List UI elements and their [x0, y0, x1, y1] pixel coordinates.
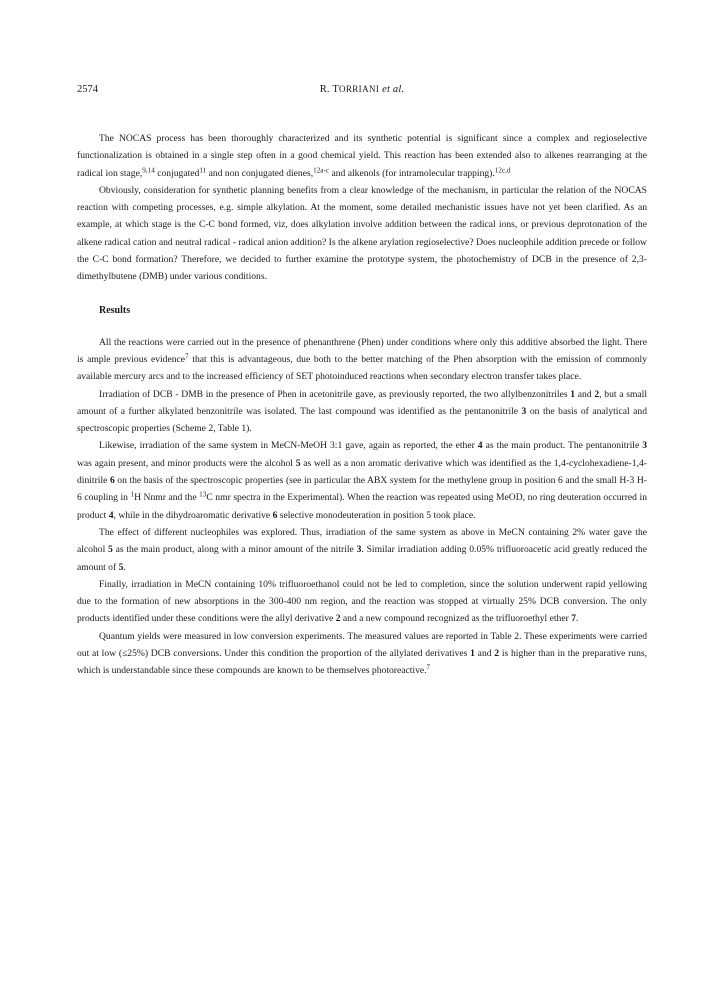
text-run: and	[575, 388, 595, 400]
paragraph	[77, 628, 647, 680]
text-run: .	[123, 561, 126, 573]
text-run: and a new compound recognized as the trifluoroethyl ether	[340, 613, 572, 625]
paragraph	[77, 437, 647, 523]
text-run: selective monodeuteration in position 5 took place.	[277, 509, 476, 521]
text-run: C nmr spectra in the Experimental). When the reaction was repeated using MeOD, no ring deuteration occurred in product	[77, 492, 647, 521]
text-run: . Similar irradiation adding 0.05% trifluoroacetic acid greatly reduced the amount of	[77, 544, 647, 573]
compound-number: 5	[108, 544, 113, 556]
compound-number: 4	[477, 440, 483, 452]
compound-number: 7	[571, 613, 576, 625]
paragraph	[77, 386, 647, 438]
text-run: conjugated	[154, 167, 200, 179]
superscript: 7	[426, 663, 431, 672]
superscript: 9,14	[142, 166, 155, 175]
running-header	[77, 84, 647, 100]
text-run: that this is advantageous, due both to the better matching of the Phen absorption with the emission of commonly available mercury arcs and to the increased efficiency of SET photoinduced reactions when secondary electron transfer takes place.	[77, 353, 647, 383]
text-run: on the basis of analytical and spectroscopic properties (Scheme 2, Table 1).	[77, 405, 647, 435]
running-title	[77, 84, 647, 95]
compound-number: 6	[272, 509, 278, 521]
section-heading-results: Results	[99, 304, 131, 316]
authors-smallcaps: ORRIANI	[338, 84, 380, 94]
compound-number: 6	[109, 475, 115, 487]
compound-number: 3	[521, 405, 527, 417]
text-run: is higher than in the preparative runs, which is understandable since these compounds are known to be themselves photoreactive.	[77, 648, 648, 677]
paragraph	[77, 576, 647, 628]
text-run: .	[575, 613, 579, 625]
text-run: Finally, irradiation in MeCN containing 10% trifluoroethanol could not be led to completion, since the solution underwent rapid yellowing due to the formation of new absorptions in the 300-400 nm region, and the reaction was stopped at virtually 25% DCB conversion. The only products identified under these conditions were the allyl derivative	[77, 578, 647, 625]
text-run: as well as a non aromatic derivative which was identified as the 1,4-cyclohexadiene-1,4-dinitrile	[77, 457, 647, 487]
results-section	[77, 334, 647, 680]
compound-number: 5	[118, 561, 124, 573]
compound-number: 5	[295, 457, 301, 469]
text-run: as the main product. The pentanonitrile	[482, 440, 643, 452]
text-run: , but a small amount of a further alkylated benzonitrile was isolated. The last compound was identified as the pentanonitrile	[77, 388, 647, 417]
superscript: 7	[185, 352, 189, 361]
text-run: Likewise, irradiation of the same system in MeCN-MeOH 3:1 gave, again as reported, the ether	[99, 440, 478, 452]
article-body	[77, 130, 647, 680]
compound-number: 4	[108, 509, 114, 521]
text-run: Quantum yields were measured in low conversion experiments. The measured values are reported in Table 2. These experiments were carried out at low (≤25%) DCB conversions. Under this condition the proportion of the allylated derivatives	[77, 630, 647, 660]
paragraph	[77, 130, 647, 182]
text-run: The NOCAS process has been thoroughly characterized and its synthetic potential is significant since a complex and regioselective functionalization is obtained in a single step often in a good chemical yield. This reaction has been extended also to alkenes rearranging at the radical ion stage,	[77, 133, 647, 179]
text-run: and alkenols (for intramolecular trapping).	[329, 167, 495, 179]
intro-section	[77, 130, 647, 286]
authors-prefix: R. T	[319, 84, 339, 95]
text-run: was again present, and minor products were the alcohol	[77, 457, 296, 469]
superscript: 13	[199, 490, 207, 499]
text-run: All the reactions were carried out in the presence of phenanthrene (Phen) under conditions where only this additive absorbed the light. There is ample previous evidence	[77, 336, 647, 365]
compound-number: 1	[570, 388, 576, 400]
compound-number: 1	[470, 648, 475, 660]
text-run: Irradiation of DCB - DMB in the presence of Phen in acetonitrile gave, as previously reported, the two allylbenzonitriles	[99, 388, 571, 400]
text-run: The effect of different nucleophiles was explored. Thus, irradiation of the same system as above in MeCN containing 2% water gave the alcohol	[77, 526, 647, 556]
superscript: 12c,d	[494, 166, 511, 175]
superscript: 1	[130, 490, 135, 499]
paragraph	[77, 182, 647, 286]
authors-et-al: et al.	[382, 84, 405, 95]
compound-number: 2	[335, 613, 341, 625]
compound-number: 2	[494, 648, 500, 660]
text-run: as the main product, along with a minor amount of the nitrile	[112, 544, 357, 556]
compound-number: 3	[642, 440, 648, 452]
compound-number: 3	[356, 544, 362, 556]
paragraph	[77, 524, 647, 576]
page-number: 2574	[77, 84, 98, 95]
text-run: and	[474, 648, 495, 660]
compound-number: 2	[594, 388, 600, 400]
superscript: 11	[199, 166, 207, 175]
text-run: , while in the dihydroaromatic derivative	[113, 509, 273, 521]
text-run: Obviously, consideration for synthetic planning benefits from a clear knowledge of the mechanism, in particular the relation of the NOCAS reaction with competing processes, e.g. simple alkylation. At the moment, some detailed mechanistic issues have not yet been clarified. As an example, at which stage is the C-C bond formed, viz, does alkylation involve addition between the radical ions, or previous deprotonation of the alkene radical cation and neutral radical - radical anion addition? Is the alkene arylation regioselective? Does nucleophile addition precede or follow the C-C bond formation? Therefore, we decided to further examine the prototype system, the photochemistry of DCB in the presence of 2,3-dimethylbutene (DMB) under various conditions.	[77, 184, 647, 283]
text-run: and non conjugated dienes,	[206, 167, 314, 179]
text-run: on the basis of the spectroscopic properties (see in particular the ABX system for the methylene group in position 6 and the small H-3 H-6 coupling in	[77, 475, 647, 504]
superscript: 12a-c	[313, 166, 330, 175]
paragraph	[77, 334, 647, 386]
text-run: H Nnmr and the	[134, 492, 200, 504]
